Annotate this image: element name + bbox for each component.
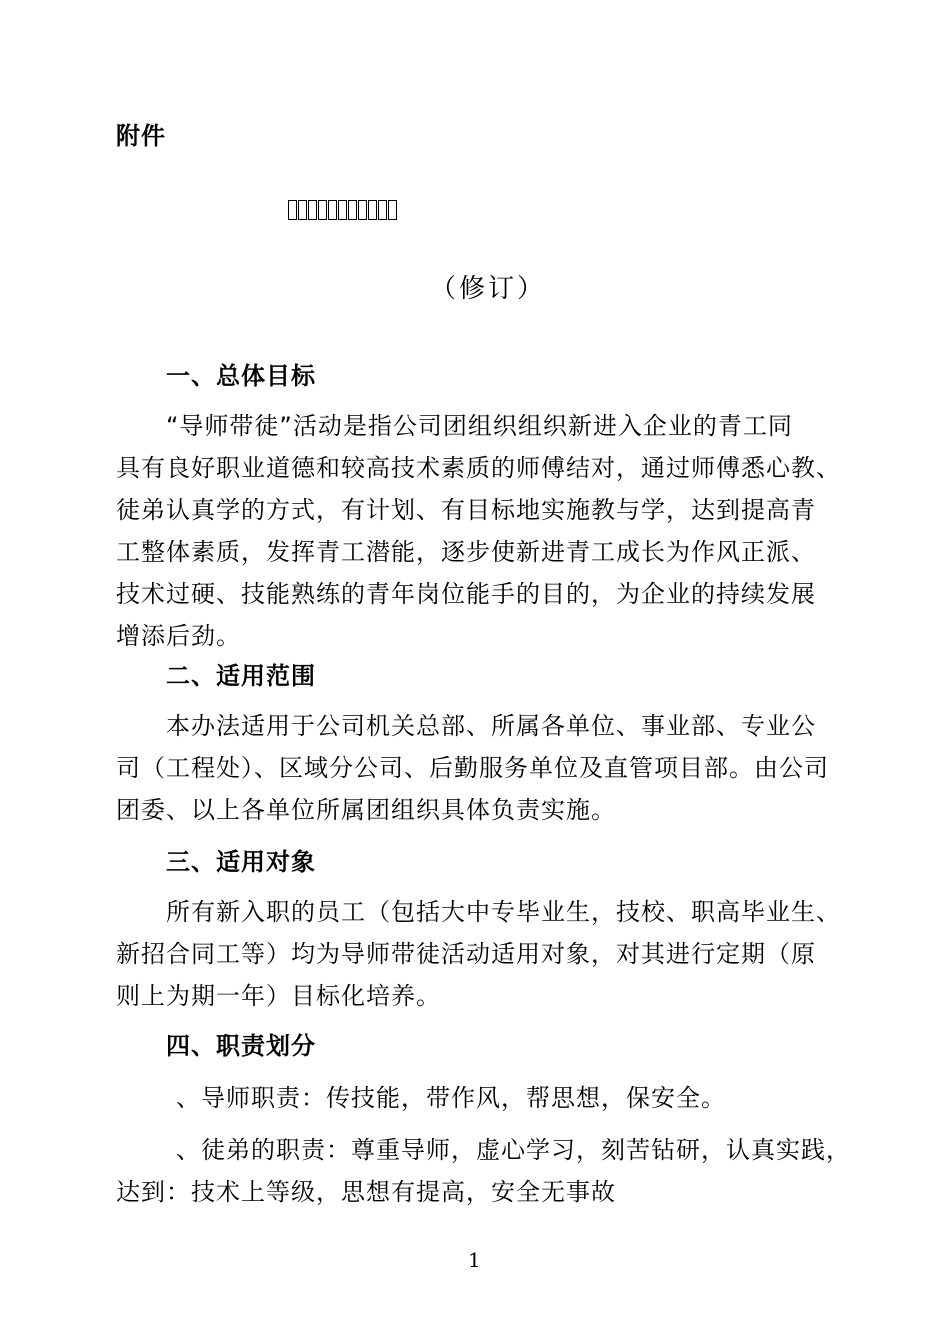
paragraph-line: 具有良好职业道德和较高技术素质的师傅结对，通过师傅悉心教、 [116, 454, 841, 482]
paragraph-line: 、徒弟的职责：尊重导师，虚心学习，刻苦钻研，认真实践， [176, 1136, 851, 1164]
paragraph-line: 所有新入职的员工（包括大中专毕业生，技校、职高毕业生、 [166, 898, 841, 926]
paragraph-line: 新招合同工等）均为导师带徒活动适用对象，对其进行定期（原 [116, 940, 816, 968]
section-heading-objective: 一、总体目标 [166, 362, 316, 390]
page-number: 1 [468, 1248, 481, 1272]
paragraph-line: “导师带徒”活动是指公司团组织组织新进入企业的青工同 [166, 412, 793, 440]
attachment-label: 附件 [116, 122, 166, 150]
section-heading-scope: 二、适用范围 [166, 662, 316, 690]
paragraph-line: 、导师职责：传技能，带作风，帮思想，保安全。 [176, 1084, 726, 1112]
paragraph-line: 本办法适用于公司机关总部、所属各单位、事业部、专业公 [166, 712, 816, 740]
document-title-placeholder-glyphs [288, 200, 398, 220]
paragraph-line: 徒弟认真学的方式，有计划、有目标地实施教与学，达到提高青 [116, 496, 816, 524]
paragraph-line: 司（工程处）、区域分公司、后勤服务单位及直管项目部。由公司 [116, 754, 829, 782]
section-heading-target-audience: 三、适用对象 [166, 848, 316, 876]
paragraph-line: 团委、以上各单位所属团组织具体负责实施。 [116, 796, 616, 824]
paragraph-line: 达到：技术上等级，思想有提高，安全无事故 [116, 1178, 616, 1206]
paragraph-line: 技术过硬、技能熟练的青年岗位能手的目的，为企业的持续发展 [116, 580, 816, 608]
paragraph-line: 则上为期一年）目标化培养。 [116, 982, 441, 1010]
section-heading-responsibilities: 四、职责划分 [166, 1032, 316, 1060]
paragraph-line: 工整体素质，发挥青工潜能，逐步使新进青工成长为作风正派、 [116, 538, 816, 566]
paragraph-line: 增添后劲。 [116, 622, 241, 650]
document-subtitle: （修订） [430, 274, 547, 304]
